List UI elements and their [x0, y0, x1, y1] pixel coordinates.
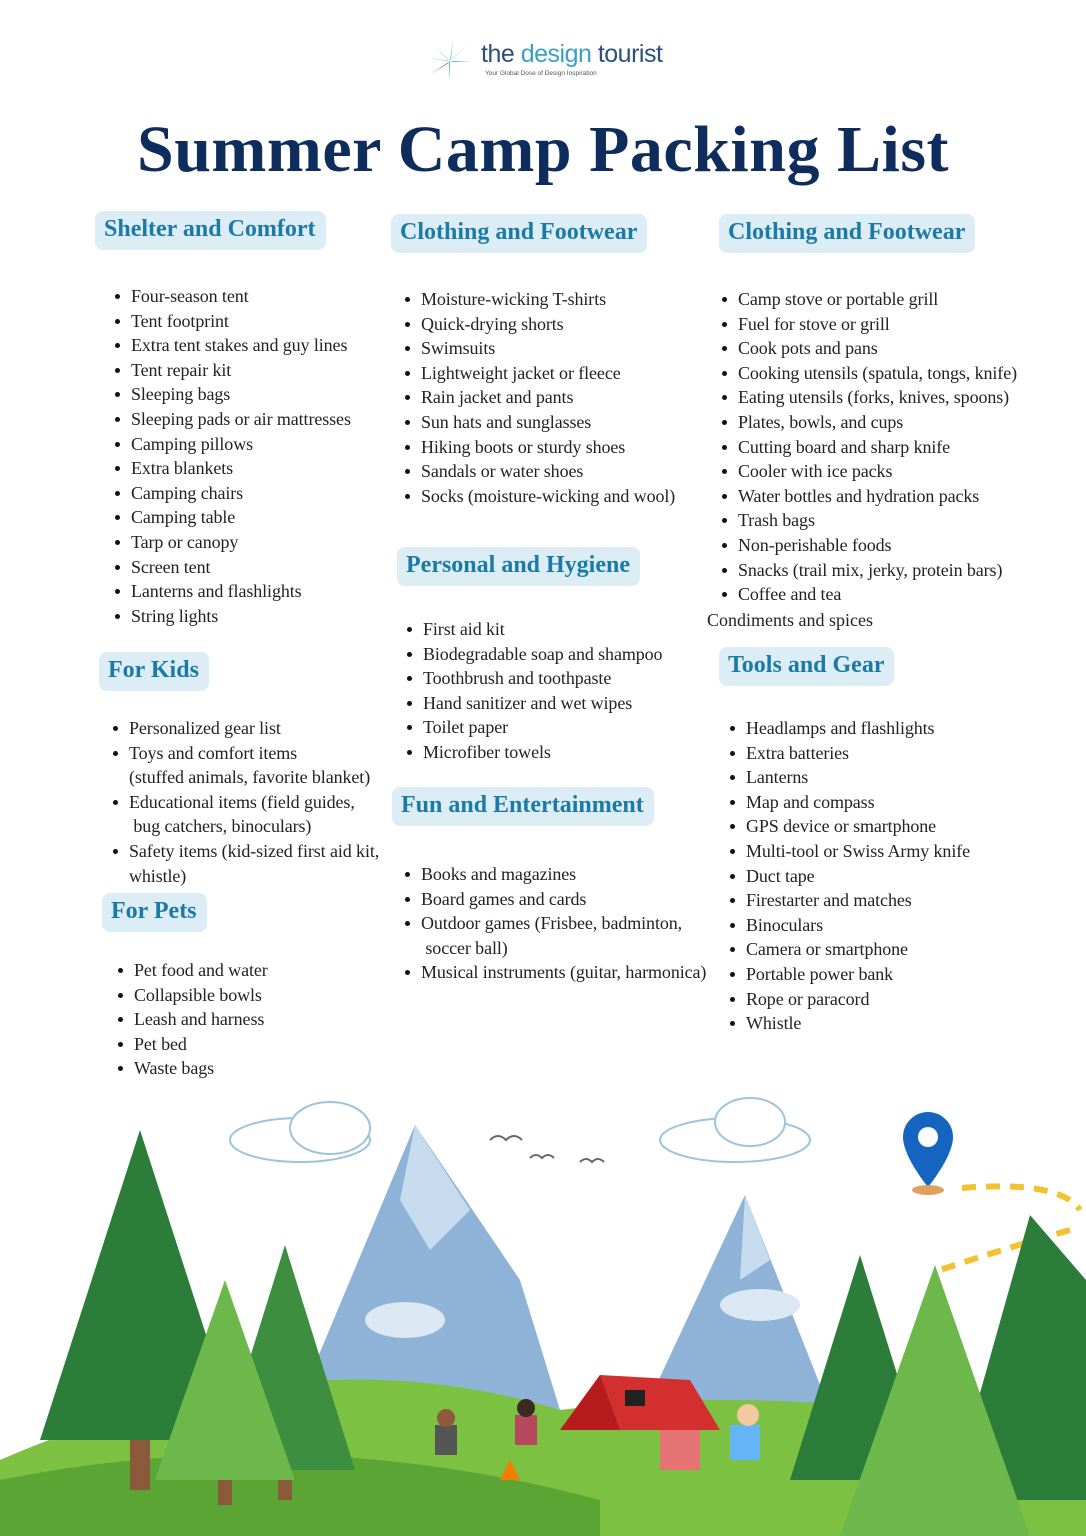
section-heading: For Kids	[99, 652, 209, 691]
list-item: Toothbrush and toothpaste	[407, 666, 662, 691]
list-item: GPS device or smartphone	[730, 814, 970, 839]
list-item: Lightweight jacket or fleece	[405, 361, 675, 386]
section-fun	[392, 787, 722, 983]
section-kids	[99, 652, 429, 886]
birds	[490, 1136, 604, 1162]
list-item: Whistle	[730, 1011, 970, 1036]
list-item: String lights	[115, 604, 351, 629]
list-item: Water bottles and hydration packs	[722, 484, 1017, 509]
list-item: Sleeping pads or air mattresses	[115, 407, 351, 432]
list-item: Cooler with ice packs	[722, 459, 1017, 484]
checklist	[405, 862, 706, 985]
list-item: Sandals or water shoes	[405, 459, 675, 484]
list-item: Non-perishable foods	[722, 533, 1017, 558]
list-item: Pet bed	[118, 1032, 268, 1057]
section-heading: Tools and Gear	[719, 647, 894, 686]
brand-tagline: Your Global Dose of Design Inspiration	[485, 70, 597, 77]
list-item: Camping table	[115, 505, 351, 530]
list-item: Camping chairs	[115, 481, 351, 506]
list-item: Extra batteries	[730, 741, 970, 766]
list-item: Musical instruments (guitar, harmonica)	[405, 960, 706, 985]
list-item: Screen tent	[115, 555, 351, 580]
section-heading: For Pets	[102, 893, 207, 932]
list-item: Tarp or canopy	[115, 530, 351, 555]
section-heading: Personal and Hygiene	[397, 547, 640, 586]
list-item: Personalized gear list	[113, 716, 379, 741]
list-item: Cooking utensils (spatula, tongs, knife)	[722, 361, 1017, 386]
list-item: Safety items (kid-sized first aid kit, whistle)	[113, 839, 379, 888]
list-item: First aid kit	[407, 617, 662, 642]
checklist	[113, 716, 379, 888]
list-item: Four-season tent	[115, 284, 351, 309]
list-item: Extra tent stakes and guy lines	[115, 333, 351, 358]
list-item: Binoculars	[730, 913, 970, 938]
section-food	[719, 214, 1049, 605]
list-item: Leash and harness	[118, 1007, 268, 1032]
page-title: Summer Camp Packing List	[137, 113, 949, 186]
list-item: Outdoor games (Frisbee, badminton, soccer ball)	[405, 911, 706, 960]
list-item: Hiking boots or sturdy shoes	[405, 435, 675, 460]
list-item: Camping pillows	[115, 432, 351, 457]
list-item: Coffee and tea	[722, 582, 1017, 607]
section-clothing	[391, 214, 721, 506]
list-item: Sun hats and sunglasses	[405, 410, 675, 435]
list-item: Socks (moisture-wicking and wool)	[405, 484, 675, 509]
section-heading: Clothing and Footwear	[391, 214, 647, 253]
list-item: Plates, bowls, and cups	[722, 410, 1017, 435]
list-item: Fuel for stove or grill	[722, 312, 1017, 337]
list-item: Collapsible bowls	[118, 983, 268, 1008]
brand-name	[481, 40, 662, 69]
list-item: Moisture-wicking T-shirts	[405, 287, 675, 312]
list-item: Waste bags	[118, 1056, 268, 1081]
list-item: Quick-drying shorts	[405, 312, 675, 337]
checklist	[405, 287, 675, 508]
list-item: Toys and comfort items (stuffed animals, favorite blanket)	[113, 741, 379, 790]
clouds	[230, 1098, 810, 1162]
list-item: Books and magazines	[405, 862, 706, 887]
logo	[425, 38, 665, 86]
section-tools	[719, 647, 1049, 1034]
list-item: Portable power bank	[730, 962, 970, 987]
compass-star-icon	[425, 38, 475, 84]
section-heading: Clothing and Footwear	[719, 214, 975, 253]
list-item: Lanterns and flashlights	[115, 579, 351, 604]
list-item: Biodegradable soap and shampoo	[407, 642, 662, 667]
list-item: Tent footprint	[115, 309, 351, 334]
list-item: Cook pots and pans	[722, 336, 1017, 361]
camp-illustration	[0, 1080, 1086, 1536]
brand-suffix: tourist	[591, 40, 663, 68]
section-heading: Shelter and Comfort	[95, 211, 326, 250]
list-item: Snacks (trail mix, jerky, protein bars)	[722, 558, 1017, 583]
list-item: Toilet paper	[407, 715, 662, 740]
checklist	[722, 287, 1017, 607]
list-item: Rope or paracord	[730, 987, 970, 1012]
section-pets	[102, 893, 432, 1079]
list-item-extra: Condiments and spices	[707, 610, 873, 630]
list-item: Eating utensils (forks, knives, spoons)	[722, 385, 1017, 410]
mountains	[300, 1125, 830, 1420]
list-item: Hand sanitizer and wet wipes	[407, 691, 662, 716]
list-item: Duct tape	[730, 864, 970, 889]
list-item: Firestarter and matches	[730, 888, 970, 913]
checklist	[118, 958, 268, 1081]
list-item: Camera or smartphone	[730, 937, 970, 962]
list-item: Camp stove or portable grill	[722, 287, 1017, 312]
checklist	[407, 617, 662, 765]
checklist	[115, 284, 351, 628]
list-item: Educational items (field guides, bug catchers, binoculars)	[113, 790, 379, 839]
map-pin-icon	[903, 1112, 953, 1195]
list-item: Trash bags	[722, 508, 1017, 533]
section-shelter	[95, 211, 425, 626]
checklist	[730, 716, 970, 1036]
list-item: Microfiber towels	[407, 740, 662, 765]
list-item: Rain jacket and pants	[405, 385, 675, 410]
section-personal	[397, 547, 727, 762]
list-item: Lanterns	[730, 765, 970, 790]
list-item: Board games and cards	[405, 887, 706, 912]
list-item: Extra blankets	[115, 456, 351, 481]
list-item: Pet food and water	[118, 958, 268, 983]
list-item: Headlamps and flashlights	[730, 716, 970, 741]
section-heading: Fun and Entertainment	[392, 787, 654, 826]
list-item: Multi-tool or Swiss Army knife	[730, 839, 970, 864]
list-item: Sleeping bags	[115, 382, 351, 407]
list-item: Tent repair kit	[115, 358, 351, 383]
list-item: Cutting board and sharp knife	[722, 435, 1017, 460]
list-item: Swimsuits	[405, 336, 675, 361]
brand-accent: design	[520, 40, 592, 68]
list-item: Map and compass	[730, 790, 970, 815]
brand-prefix: the	[481, 40, 521, 68]
